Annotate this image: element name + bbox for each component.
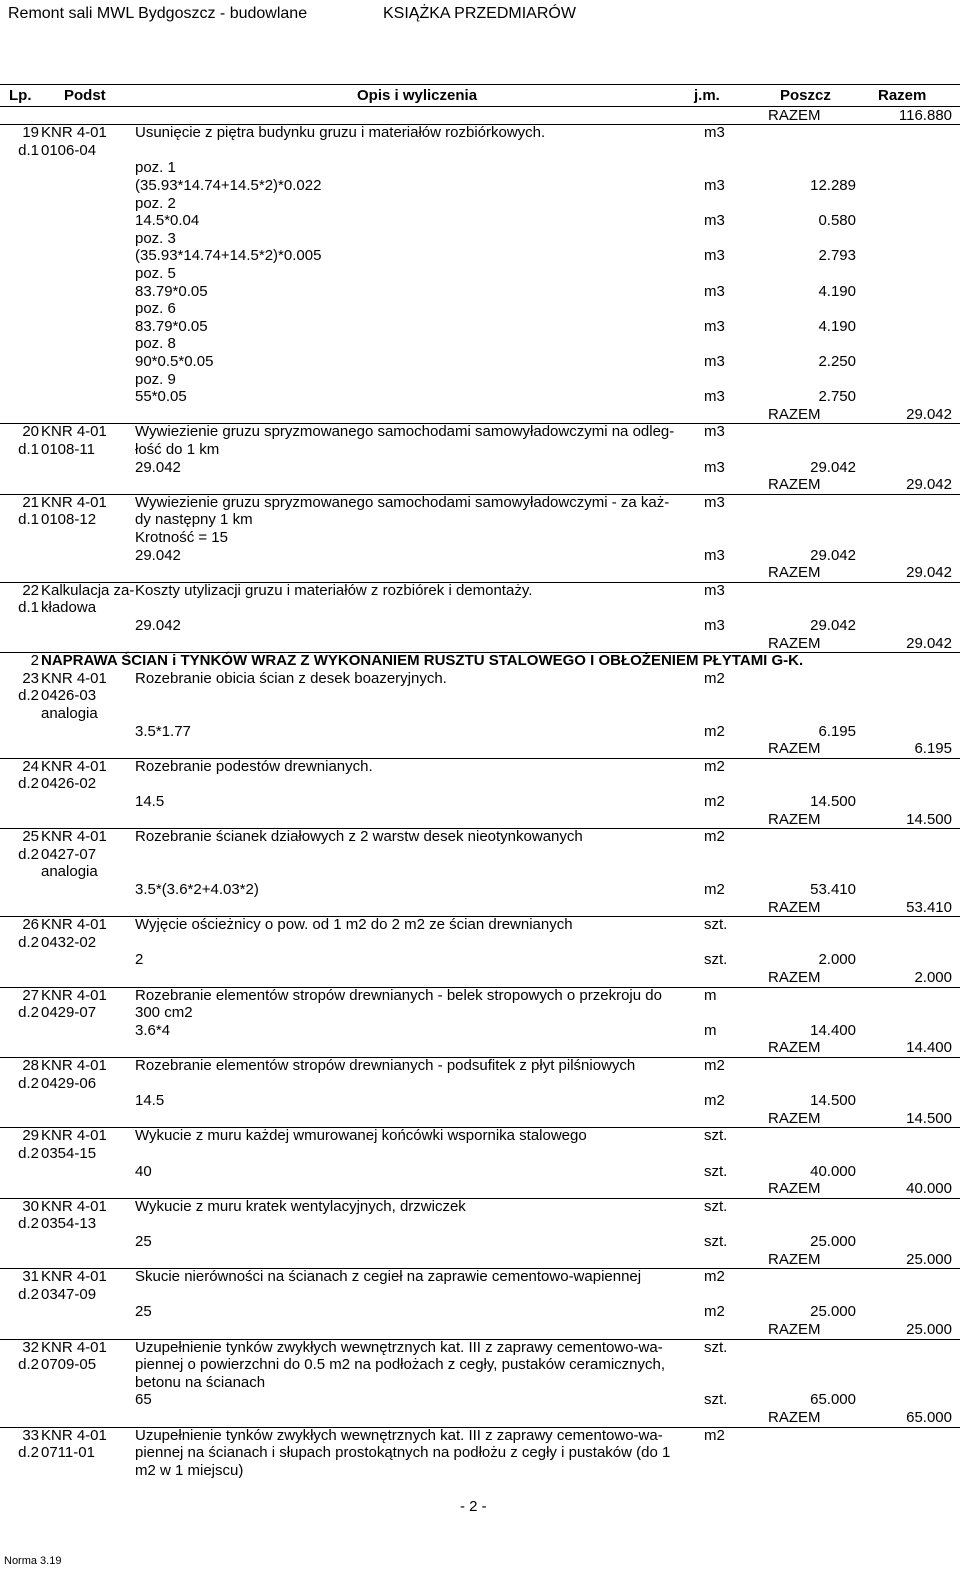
description-text: Rozebranie podestów drewnianych.: [135, 757, 373, 775]
table-row: [0, 1462, 960, 1480]
item-number: 26: [22, 916, 39, 934]
item-number: d.2: [18, 1356, 39, 1374]
item-number: 27: [22, 986, 39, 1004]
partial-value: 65.000: [810, 1391, 856, 1409]
partial-value: 40.000: [810, 1162, 856, 1180]
description-text: łość do 1 km: [135, 441, 220, 458]
table-row: [0, 212, 960, 230]
basis-code: KNR 4-01: [41, 669, 107, 687]
description-text: m2 w 1 miejscu): [135, 1461, 244, 1479]
unit: szt.: [704, 951, 728, 969]
table-row: [0, 1163, 960, 1181]
item-number: d.2: [18, 775, 39, 793]
table-row: [0, 1075, 960, 1093]
razem-row: [0, 1110, 960, 1128]
page-number: - 2 -: [460, 1498, 487, 1515]
table-row: [0, 494, 960, 512]
table-row: [0, 177, 960, 195]
unit: m: [704, 986, 717, 1004]
basis-code: KNR 4-01: [41, 1268, 107, 1286]
razem-value: 116.880: [898, 106, 952, 124]
razem-row: [0, 1251, 960, 1269]
item-number: 24: [22, 757, 39, 775]
description-text: 40: [135, 1162, 152, 1180]
razem-label: RAZEM: [768, 898, 821, 916]
table-row: [0, 265, 960, 283]
description-text: 14.5: [135, 793, 165, 810]
header-document-title: KSIĄŻKA PRZEDMIARÓW: [383, 5, 576, 22]
item-number: 25: [22, 828, 39, 846]
basis-code: 0354-15: [41, 1145, 97, 1162]
description-text: poz. 8: [135, 335, 176, 353]
table-row: [0, 1339, 960, 1357]
table-row: [0, 423, 960, 441]
table-row: [0, 863, 960, 881]
unit: m2: [704, 881, 725, 898]
description-text: Rozebranie elementów stropów drewnianych - podsufitek z płyt pilśniowych: [135, 1057, 636, 1074]
unit: m2: [704, 1268, 725, 1286]
basis-code: KNR 4-01: [41, 986, 107, 1004]
description-text: 29.042: [135, 458, 181, 476]
description-text: 83.79*0.05: [135, 282, 208, 300]
description-text: Krotność = 15: [135, 529, 228, 546]
partial-value: 29.042: [810, 458, 856, 476]
razem-row: [0, 107, 960, 125]
partial-value: 2.793: [818, 247, 856, 265]
basis-code: KNR 4-01: [41, 1197, 107, 1215]
basis-code: 0709-05: [41, 1356, 97, 1374]
basis-code: kładowa: [41, 599, 97, 617]
description-text: 55*0.05: [135, 388, 187, 406]
table-row: [0, 230, 960, 248]
basis-code: 0106-04: [41, 141, 97, 159]
item-number: d.1: [18, 441, 39, 458]
basis-code: KNR 4-01: [41, 493, 107, 511]
razem-row: [0, 1039, 960, 1057]
table-row: [0, 705, 960, 723]
unit: m3: [704, 581, 725, 599]
col-header-opis: Opis i wyliczenia: [357, 87, 478, 104]
basis-code: 0354-13: [41, 1215, 97, 1233]
item-number: 30: [22, 1197, 39, 1215]
razem-row: [0, 635, 960, 653]
partial-value: 4.190: [818, 317, 856, 335]
table-row: [0, 300, 960, 318]
item-number: 22: [22, 581, 39, 599]
description-text: 14.5: [135, 1092, 165, 1110]
unit: m3: [704, 353, 725, 370]
basis-code: 0426-02: [41, 775, 97, 793]
unit: szt.: [704, 916, 728, 934]
razem-label: RAZEM: [768, 740, 821, 758]
razem-value: 40.000: [906, 1180, 952, 1198]
partial-value: 12.289: [810, 177, 856, 194]
section-title: NAPRAWA ŚCIAN i TYNKÓW WRAZ Z WYKONANIEM RUSZTU STALOWEGO I OBŁOŻENIEM PŁYTAMI G-K.: [41, 652, 804, 670]
basis-code: 0426-03: [41, 687, 97, 705]
table-row: [0, 124, 960, 142]
partial-value: 29.042: [810, 546, 856, 564]
description-text: Wykucie z muru kratek wentylacyjnych, drzwiczek: [135, 1197, 466, 1215]
item-number: d.2: [18, 1074, 39, 1092]
basis-code: KNR 4-01: [41, 124, 107, 142]
table-row: [0, 793, 960, 811]
item-number: 19: [22, 124, 39, 142]
description-text: poz. 1: [135, 159, 176, 177]
basis-code: KNR 4-01: [41, 1127, 107, 1145]
description-text: Uzupełnienie tynków zwykłych wewnętrznych kat. III z zaprawy cementowo-wa-: [135, 1426, 663, 1444]
header-project-title: Remont sali MWL Bydgoszcz - budowlane: [8, 5, 308, 22]
table-row: [0, 318, 960, 336]
partial-value: 2.000: [818, 951, 856, 969]
table-row: [0, 1057, 960, 1075]
razem-value: 65.000: [906, 1409, 952, 1426]
basis-code: 0108-12: [41, 511, 97, 529]
table-row: [0, 828, 960, 846]
table-row: [0, 1444, 960, 1462]
description-text: 90*0.5*0.05: [135, 353, 214, 370]
razem-value: 53.410: [906, 898, 952, 916]
razem-value: 14.500: [906, 810, 952, 828]
table-row: [0, 388, 960, 406]
unit: m2: [704, 828, 725, 846]
razem-label: RAZEM: [768, 405, 821, 423]
table-row: [0, 846, 960, 864]
table-row: [0, 1022, 960, 1040]
unit: m2: [704, 669, 725, 687]
table-row: [0, 1374, 960, 1392]
partial-value: 14.400: [810, 1021, 856, 1039]
table-row: [0, 987, 960, 1005]
item-number: 33: [22, 1426, 39, 1444]
description-text: poz. 2: [135, 194, 176, 212]
description-text: (35.93*14.74+14.5*2)*0.022: [135, 177, 322, 194]
description-text: 25: [135, 1303, 152, 1321]
description-text: 25: [135, 1233, 152, 1250]
description-text: Usunięcie z piętra budynku gruzu i materiałów rozbiórkowych.: [135, 124, 546, 142]
description-text: Rozebranie elementów stropów drewnianych - belek stropowych o przekroju do: [135, 986, 662, 1004]
basis-code: KNR 4-01: [41, 1426, 107, 1444]
item-number: 31: [22, 1268, 39, 1286]
description-text: 65: [135, 1391, 152, 1409]
unit: m3: [704, 546, 725, 564]
item-number: d.1: [18, 511, 39, 529]
table-row: [0, 1391, 960, 1409]
item-number: d.2: [18, 1004, 39, 1022]
partial-value: 6.195: [818, 722, 856, 740]
table-row: [0, 1215, 960, 1233]
table-row: [0, 1004, 960, 1022]
razem-label: RAZEM: [768, 564, 821, 582]
razem-label: RAZEM: [768, 1321, 821, 1338]
table-row: [0, 617, 960, 635]
basis-code: 0427-07: [41, 845, 97, 863]
item-number: 29: [22, 1127, 39, 1145]
description-text: Wywiezienie gruzu spryzmowanego samochodami samowyładowczymi na odleg-: [135, 423, 675, 441]
partial-value: 14.500: [810, 1092, 856, 1110]
table-row: [0, 582, 960, 600]
table-row: [0, 335, 960, 353]
table-row: [0, 1145, 960, 1163]
unit: m3: [704, 177, 725, 194]
razem-value: 25.000: [906, 1250, 952, 1268]
table-row: [0, 142, 960, 160]
table-row: [0, 1303, 960, 1321]
table-row: [0, 1233, 960, 1251]
unit: m2: [704, 1426, 725, 1444]
unit: m2: [704, 793, 725, 810]
table-row: [0, 1286, 960, 1304]
razem-label: RAZEM: [768, 1250, 821, 1268]
description-text: piennej na ścianach i słupach prostokątnych na podłożu z cegły i pustaków (do 1: [135, 1444, 671, 1462]
basis-code: 0347-09: [41, 1285, 97, 1303]
description-text: 2: [135, 951, 144, 969]
basis-code: KNR 4-01: [41, 757, 107, 775]
table-row: [0, 1356, 960, 1374]
description-text: Wyjęcie ościeżnicy o pow. od 1 m2 do 2 m2 ze ścian drewnianych: [135, 916, 573, 934]
table-row: [0, 353, 960, 371]
table-row: [0, 1268, 960, 1286]
razem-value: 2.000: [914, 969, 952, 986]
basis-code: analogia: [41, 863, 98, 881]
razem-row: [0, 969, 960, 987]
unit: m3: [704, 388, 725, 406]
razem-label: RAZEM: [768, 1109, 821, 1127]
description-text: Wykucie z muru każdej wmurowanej końcówki wspornika stalowego: [135, 1127, 587, 1145]
table-row: [0, 1127, 960, 1145]
description-text: dy następny 1 km: [135, 511, 253, 529]
razem-value: 25.000: [906, 1321, 952, 1338]
description-text: 29.042: [135, 546, 181, 564]
partial-value: 0.580: [818, 212, 856, 230]
unit: szt.: [704, 1233, 728, 1250]
unit: m3: [704, 247, 725, 265]
table-row: [0, 547, 960, 565]
unit: m2: [704, 1303, 725, 1321]
unit: szt.: [704, 1197, 728, 1215]
basis-code: 0711-01: [41, 1444, 95, 1462]
unit: m3: [704, 212, 725, 230]
item-number: d.2: [18, 933, 39, 951]
unit: m2: [704, 757, 725, 775]
table-row: [0, 371, 960, 389]
item-number: 28: [22, 1057, 39, 1074]
table-row: [0, 670, 960, 688]
partial-value: 4.190: [818, 282, 856, 300]
item-number: d.2: [18, 1145, 39, 1162]
table-row: [0, 283, 960, 301]
description-text: Uzupełnienie tynków zwykłych wewnętrznych kat. III z zaprawy cementowo-wa-: [135, 1338, 663, 1356]
table-row: [0, 247, 960, 265]
description-text: (35.93*14.74+14.5*2)*0.005: [135, 247, 322, 265]
partial-value: 2.250: [818, 353, 856, 370]
razem-label: RAZEM: [768, 969, 821, 986]
unit: m3: [704, 458, 725, 476]
partial-value: 53.410: [810, 881, 856, 898]
razem-label: RAZEM: [768, 106, 821, 124]
table-row: [0, 934, 960, 952]
item-number: 32: [22, 1338, 39, 1356]
razem-row: [0, 811, 960, 829]
description-text: Wywiezienie gruzu spryzmowanego samochodami samowyładowczymi - za każ-: [135, 493, 670, 511]
razem-label: RAZEM: [768, 1409, 821, 1426]
table-row: [0, 951, 960, 969]
col-header-podst: Podst: [64, 87, 106, 104]
item-number: d.2: [18, 845, 39, 863]
description-text: 14.5*0.04: [135, 212, 200, 230]
partial-value: 25.000: [810, 1303, 856, 1321]
item-number: 23: [22, 669, 39, 687]
razem-row: [0, 899, 960, 917]
table-row: [0, 511, 960, 529]
description-text: Skucie nierówności na ścianach z cegieł na zaprawie cementowo-wapiennej: [135, 1268, 642, 1286]
table-row: [0, 195, 960, 213]
item-number: d.1: [18, 141, 39, 159]
basis-text: Kalkulacja za-: [41, 581, 135, 599]
unit: m3: [704, 282, 725, 300]
table-row: [0, 723, 960, 741]
basis-code: KNR 4-01: [41, 423, 107, 441]
unit: m2: [704, 722, 725, 740]
description-text: Rozebranie obicia ścian z desek boazeryjnych.: [135, 669, 447, 687]
description-text: poz. 3: [135, 229, 176, 247]
description-text: 3.6*4: [135, 1021, 171, 1039]
razem-label: RAZEM: [768, 810, 821, 828]
razem-value: 14.500: [906, 1109, 952, 1127]
item-number: 21: [22, 493, 39, 511]
table-row: [0, 459, 960, 477]
unit: m3: [704, 493, 725, 511]
basis-code: KNR 4-01: [41, 828, 107, 846]
table-row: [0, 916, 960, 934]
table-row: [0, 881, 960, 899]
partial-value: 14.500: [810, 793, 856, 810]
description-text: 3.5*1.77: [135, 722, 191, 740]
basis-code: KNR 4-01: [41, 1057, 107, 1074]
item-number: 2: [30, 652, 39, 670]
basis-code: 0432-02: [41, 933, 97, 951]
razem-value: 29.042: [906, 564, 952, 582]
razem-value: 6.195: [914, 740, 952, 758]
razem-row: [0, 406, 960, 424]
description-text: poz. 9: [135, 370, 176, 388]
item-number: d.2: [18, 687, 39, 705]
unit: m3: [704, 317, 725, 335]
table-row: [0, 1198, 960, 1216]
description-text: 83.79*0.05: [135, 317, 208, 335]
description-text: poz. 6: [135, 300, 176, 318]
col-header-razem: Razem: [878, 87, 927, 104]
razem-value: 29.042: [906, 634, 952, 652]
section-row: [0, 652, 960, 670]
razem-row: [0, 1180, 960, 1198]
item-number: d.2: [18, 1215, 39, 1233]
col-header-lp: Lp.: [9, 87, 32, 104]
description-text: Rozebranie ścianek działowych z 2 warstw desek nieotynkowanych: [135, 828, 583, 846]
item-number: d.1: [18, 599, 39, 617]
software-version: Norma 3.19: [4, 1555, 62, 1567]
basis-code: analogia: [41, 705, 98, 722]
unit: m2: [704, 1092, 725, 1110]
description-text: 300 cm2: [135, 1004, 193, 1022]
table-row: [0, 1427, 960, 1445]
razem-label: RAZEM: [768, 634, 821, 652]
razem-row: [0, 740, 960, 758]
table-row: [0, 1092, 960, 1110]
basis-code: KNR 4-01: [41, 916, 107, 934]
description-text: 3.5*(3.6*2+4.03*2): [135, 881, 259, 898]
table-row: [0, 758, 960, 776]
razem-row: [0, 476, 960, 494]
razem-row: [0, 1409, 960, 1427]
basis-code: 0429-06: [41, 1074, 97, 1092]
item-number: 20: [22, 423, 39, 441]
razem-row: [0, 564, 960, 582]
table-row: [0, 775, 960, 793]
unit: m: [704, 1021, 717, 1039]
unit: szt.: [704, 1338, 728, 1356]
unit: m3: [704, 423, 725, 441]
razem-value: 29.042: [906, 476, 952, 494]
partial-value: 29.042: [810, 617, 856, 634]
description-text: poz. 5: [135, 265, 176, 282]
table-row: [0, 529, 960, 547]
unit: szt.: [704, 1391, 728, 1409]
table-row: [0, 599, 960, 617]
item-number: d.2: [18, 1444, 39, 1462]
unit: szt.: [704, 1127, 728, 1145]
col-header-poszcz: Poszcz: [780, 87, 831, 104]
basis-code: 0108-11: [41, 441, 95, 458]
razem-value: 29.042: [906, 405, 952, 423]
table-top-rule: [0, 84, 960, 85]
description-text: Koszty utylizacji gruzu i materiałów z rozbiórek i demontaży.: [135, 581, 533, 599]
razem-label: RAZEM: [768, 1039, 821, 1057]
razem-label: RAZEM: [768, 1180, 821, 1198]
razem-row: [0, 1321, 960, 1339]
razem-value: 14.400: [906, 1039, 952, 1057]
partial-value: 2.750: [818, 388, 856, 406]
col-header-jm: j.m.: [694, 87, 720, 104]
table-row: [0, 441, 960, 459]
partial-value: 25.000: [810, 1233, 856, 1250]
description-text: 29.042: [135, 617, 181, 634]
razem-label: RAZEM: [768, 476, 821, 494]
table-row: [0, 159, 960, 177]
unit: m2: [704, 1057, 725, 1074]
description-text: piennej o powierzchni do 0.5 m2 na podłożach z cegły, pustaków ceramicznych,: [135, 1356, 666, 1374]
unit: szt.: [704, 1162, 728, 1180]
basis-code: KNR 4-01: [41, 1338, 107, 1356]
unit: m3: [704, 124, 725, 142]
unit: m3: [704, 617, 725, 634]
item-number: d.2: [18, 1285, 39, 1303]
description-text: betonu na ścianach: [135, 1373, 266, 1391]
table-row: [0, 687, 960, 705]
basis-code: 0429-07: [41, 1004, 97, 1022]
